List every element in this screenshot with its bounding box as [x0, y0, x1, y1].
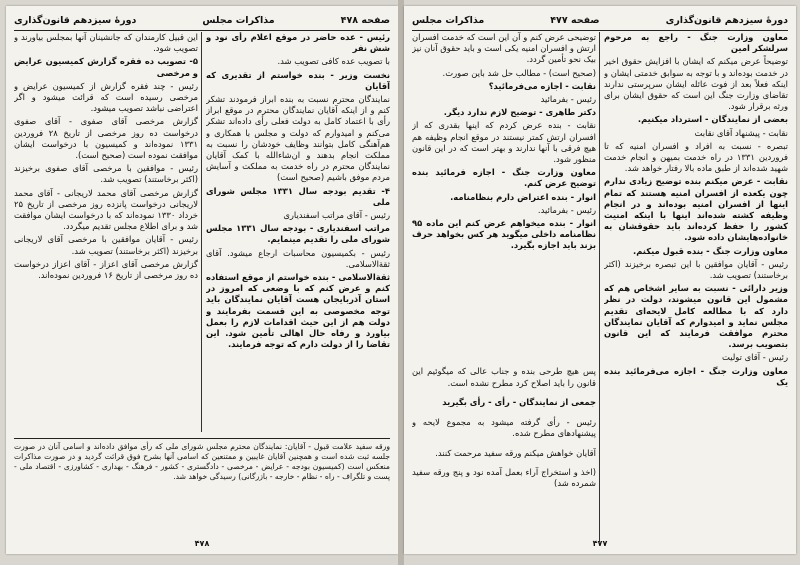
paragraph: تبصره - نسبت به افراد و افسران امنیه که تا فروردین ۱۳۳۱ در راه خدمت بمیهن و انجام خدمت شهید شده‌اند از طبق ماده بالا رفتار خواهد شد.: [604, 140, 788, 174]
paragraph: رئیس - آقای تولیت: [722, 352, 788, 363]
left-page-column-right: [206, 32, 390, 432]
column-divider: [201, 32, 202, 432]
paragraph: وزیر دارائی - نسبت به سایر اشخاص هم که مشمول این قانون میشوند، دولت در نظر دارد که با مطالعه کامل لایحه‌ای تقدیم مجلس نماید و امیدوارم که آقایان نمایندگان محترم موافقت فرمایند که این قانون بتصویب برسد.: [604, 283, 788, 350]
paragraph: نقابت - عرض میکنم بنده توضیح زیادی ندارم چون یکعده از افسران امنیه هستند که تمام اینها از افسران امنیه بوده‌اند و در انجام وظیفه کشته شده‌اند اینها با اینکه امنیت کشور را حفظ کرده‌اند باید حقوقشان به خانواده‌هایشان داده شود.: [604, 176, 788, 243]
paragraph: رئیس - آقایان موافقین با مرخصی آقای لاریجانی برخیزند (اکثر برخاستند) تصویب شد.: [14, 234, 198, 256]
paragraph: معاون وزارت جنگ - بنده قبول میکنم.: [633, 245, 788, 256]
paragraph: دکتر طاهری - توضیح لازم ندارد دیگر.: [443, 107, 596, 118]
right-page-header: [412, 12, 788, 31]
paragraph: توضیحاً عرض میکنم که ایشان با افزایش حقوق اخیر در خدمت بوده‌اند و با توجه به سوابق خدمتی ایشان و اینکه فعلاً بعد از فوت عائله ایشان سرپرستی ندارند تقاضای وزارت جنگ این است که حقوق ایشان برای ورثه برقرار شود.: [604, 56, 788, 112]
column-divider: [599, 32, 600, 542]
left-page-header: [14, 12, 390, 31]
paragraph: مراتب اسفندیاری - بودجه سال ۱۳۳۱ مجلس شورای ملی را تقدیم مینمایم.: [206, 223, 390, 245]
right-header-page-number: صفحه ۴۷۷: [550, 14, 600, 26]
paragraph: رئیس - آقای مراتب اسفندیاری: [283, 210, 390, 221]
paragraph: انوار - بنده میخواهم عرض کنم این ماده ۹۵ نظامنامه داخلی میگوید هر کس بخواهد حرف بزند باید اجازه بگیرد.: [412, 218, 596, 251]
paragraph: گزارش مرخصی آقای صفوی - آقای صفوی درخواست ده روز مرخصی از تاریخ ۲۸ فروردین ۱۳۳۱ نموده‌اند و کمیسیون با درخواست ایشان موافقت نموده است (صحیح است).: [14, 116, 198, 161]
right-page: [404, 6, 796, 554]
paragraph: این قبیل کارمندان که جانشینان آنها بمجلس بیاورند و تصویب شود.: [14, 32, 198, 54]
left-header-page-number: صفحه ۴۷۸: [340, 14, 390, 26]
paragraph: نخست وزیر - بنده خواستم از تقدیری که آقایان: [206, 69, 390, 91]
paragraph: گزارش مرخصی آقای اعزاز - آقای اعزاز درخواست ده روز مرخصی از تاریخ ۱۶ فروردین نموده‌اند.: [14, 258, 198, 281]
paragraph: نمایندگان محترم نسبت به بنده ابراز فرمودند تشکر کنم و از اینکه آقایان نمایندگان محترم در موقع ابراز رأی با اعتماد کامل به دولت فعلی رأی داده‌اند تشکر می‌کنم و امیدوارم که دولت و مجلس با همکاری و هم‌آهنگی کامل بتوانند وظایف خودشان را نسبت به مملکت انجام بدهند و ان‌شاءالله با کمک آقایان نمایندگان محترم در راه خدمت به مملکت و آسایش مردم موفق باشیم (صحیح است): [206, 94, 390, 183]
paragraph: انوار - بنده اعتراض دارم بنظامنامه.: [450, 191, 596, 202]
paragraph: رئیس - رأی گرفته میشود به مجموع لایحه و پیشنهادهای مطرح شده.: [412, 416, 596, 438]
paragraph: توضیحی عرض کنم و آن این است که خدمت افسران ارتش و افسران امنیه یکی است و باید حقوق آنان نیز بیک نحو تأمین گردد.: [412, 32, 596, 65]
paragraph: ثقة‌الاسلامی - بنده خواستم از موقع استفاده کنم و عرض کنم که با وضعی که امروز در استان آذربایجان هست آقایان نمایندگان باید توجه مخصوصی به این قسمت بفرمایند و دولت هم از این حیث اقدامات لازم را بعمل بیاورد و رفاه حال اهالی تأمین شود. این تقاضا را از دولت دارم که توجه فرمایند.: [206, 272, 390, 350]
paragraph: (اخذ و استخراج آراء بعمل آمده نود و پنج ورقه سفید شمرده شد): [412, 467, 596, 489]
right-page-column-left-bottom: [412, 358, 596, 508]
left-page: [6, 6, 398, 554]
paragraph: رئیس - بفرمائید.: [537, 204, 596, 215]
paragraph: نقابت - بنده عرض کردم که اینها بقدری که از افسران ارتش کمتر نیستند در موقع انجام وظیفه هم هیچ فرقی با آنها ندارند و بهتر است که در این قانون منظور شود.: [412, 120, 596, 165]
paragraph: با تصویب عده کافی تصویب شد.: [277, 56, 390, 67]
paragraph: معاون وزارت جنگ - اجازه می‌فرمائید بنده یک: [604, 365, 788, 387]
right-page-number: ۴۷۷: [592, 539, 608, 548]
paragraph: رئیس - چند فقره گزارش از کمیسیون عرایض و مرخصی رسیده است که قرائت میشود و اگر اعتراضی نباشد تصویب میشود.: [14, 80, 198, 114]
paragraph: پس هیچ طرحی بنده و جناب عالی که میگوئیم این قانون را باید اصلاح کرد مطرح نشده است.: [412, 366, 596, 388]
left-page-number: ۴۷۸: [194, 539, 210, 548]
paragraph: رئیس - موافقین با مرخصی آقای صفوی برخیزند (اکثر برخاستند) تصویب شد.: [14, 163, 198, 185]
paragraph: رئیس - بفرمائید: [540, 94, 596, 105]
paragraph: ۴- تقدیم بودجه سال ۱۳۳۱ مجلس شورای ملی: [206, 185, 390, 207]
paragraph: آقایان خواهش میکنم ورقه سفید مرحمت کنند.: [435, 447, 596, 458]
paragraph: رئیس - بکمیسیون محاسبات ارجاع میشود. آقای ثقة‌الاسلامی.: [206, 247, 390, 269]
right-page-column-right: [604, 32, 788, 542]
paragraph: معاون وزارت جنگ - راجع به مرحوم سرلشکر امین: [604, 32, 788, 54]
right-page-column-left: [412, 32, 596, 352]
paragraph: ۵- تصویب ده فقره گزارش کمیسیون عرایض و مرخصی: [14, 56, 198, 78]
paragraph: جمعی از نمایندگان - رأی - رأی بگیرید: [442, 397, 596, 408]
paragraph: رئیس - عده حاضر در موقع اعلام رأی نود و شش نفر: [206, 32, 390, 54]
left-page-footnote: ورقه سفید علامت قبول - آقایان: نمایندگان محترم مجلس شورای ملی که رأی موافق داده‌اند و اسامی آنان در صورت جلسه ثبت شده است و همچنین آقایان غایبین و ممتنعین که اسامی آنها بشرح فوق قرائت گردید و در صورت مذاکرات منعکس است (کمیسیون بودجه - عرایض - مرخصی - دادگستری - کشور - فرهنگ - بهداری - کشاورزی - اقتصاد ملی - پست و تلگراف - راه - نظام - خارجه - بازرگانی) رسیدگی خواهد شد.: [14, 438, 390, 542]
paragraph: رئیس - آقایان موافقین با این تبصره برخیزند (اکثر برخاستند) تصویب شد.: [604, 258, 788, 281]
left-header-section: مذاکرات مجلس: [202, 14, 275, 26]
paragraph: نقابت - پیشنهاد آقای نقابت: [694, 127, 788, 138]
right-header-title: دورهٔ سیزدهم قانون‌گذاری: [665, 14, 788, 26]
left-page-column-left: [14, 32, 198, 432]
right-header-section: مذاکرات مجلس: [412, 14, 485, 26]
paragraph: معاون وزارت جنگ - اجازه فرمائید بنده توضیح عرض کنم.: [412, 167, 596, 189]
paragraph: گزارش مرخصی آقای محمد لاریجانی - آقای محمد لاریجانی درخواست پانزده روز مرخصی از تاریخ ۲۵ خرداد ۱۳۳۰ نموده‌اند که با درخواست ایشان موافقت شد و برای اطلاع مجلس تقدیم میگردد.: [14, 187, 198, 232]
paragraph: نقابت - اجازه می‌فرمائید؟: [488, 80, 596, 91]
paragraph: (صحیح است) - مطالب حل شد باین صورت.: [442, 67, 596, 78]
left-header-title: دورهٔ سیزدهم قانون‌گذاری: [14, 14, 137, 26]
paragraph: بعضی از نمایندگان - استرداد میکنیم.: [637, 114, 788, 125]
